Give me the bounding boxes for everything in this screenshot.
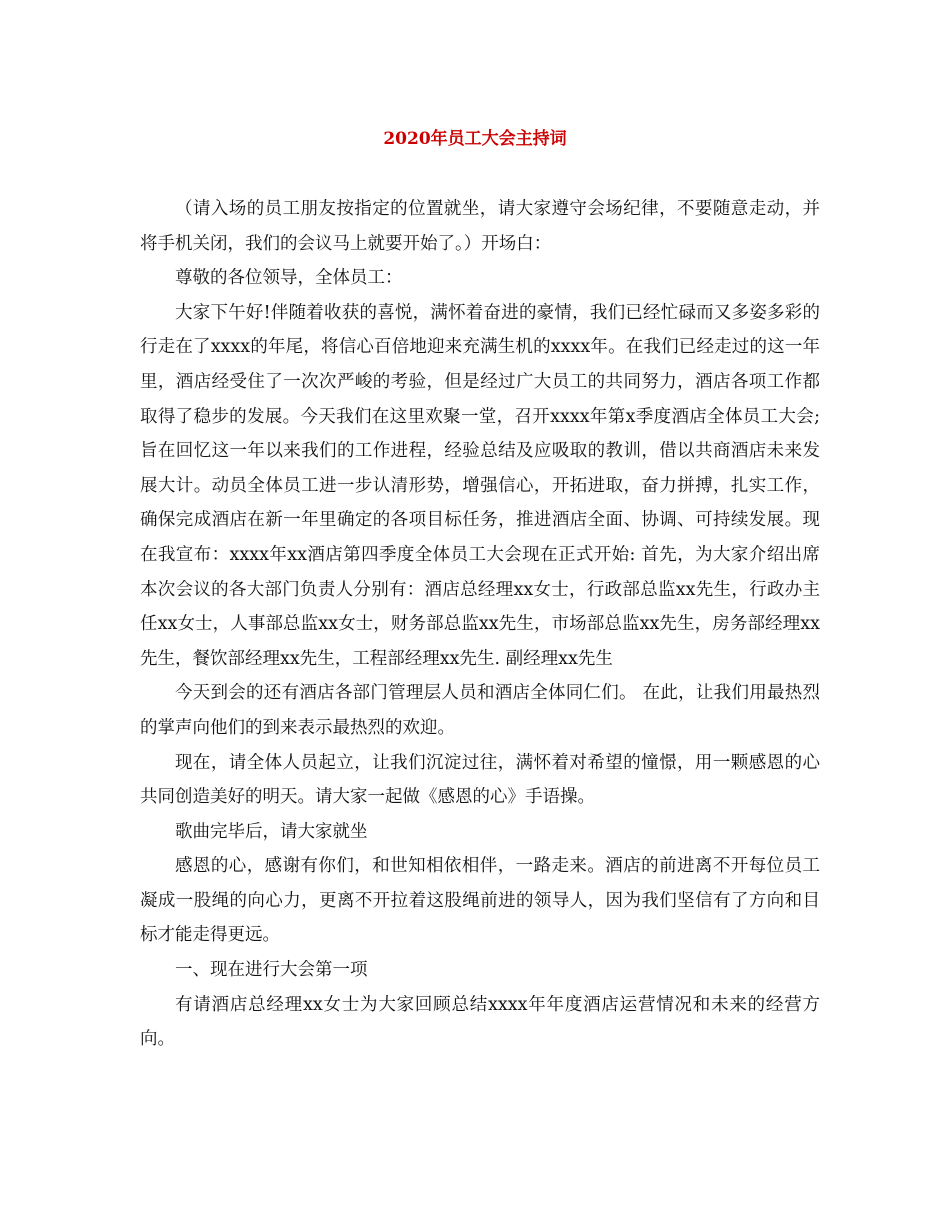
paragraph-intro-notice: （请入场的员工朋友按指定的位置就坐，请大家遵守会场纪律，不要随意走动，并将手机关闭，我们的会议马上就要开始了。）开场白： bbox=[140, 199, 820, 254]
paragraph-welcome: 今天到会的还有酒店各部门管理层人员和酒店全体同仁们。 在此，让我们用最热烈的掌声向他们的到来表示最热烈的欢迎。 bbox=[140, 683, 820, 738]
document-title: 2020年员工大会主持词 bbox=[383, 129, 567, 149]
document-body bbox=[140, 192, 820, 1057]
paragraph-stand-up: 现在，请全体人员起立，让我们沉淀过往，满怀着对希望的憧憬，用一颗感恩的心共同创造美好的明天。请大家一起做《感恩的心》手语操。 bbox=[140, 752, 820, 808]
paragraph-opening-speech: 大家下午好!伴随着收获的喜悦，满怀着奋进的豪情，我们已经忙碌而又多姿多彩的行走在了xxxx的年尾，将信心百倍地迎来充满生机的xxxx年。在我们已经走过的这一年里，酒店经受住了一次次严峻的考验，但是经过广大员工的共同努力，酒店各项工作都取得了稳步的发展。今天我们在这里欢聚一堂，召开xxxx年第x季度酒店全体员工大会;旨在回忆这一年以来我们的工作进程，经验总结及应吸取的教训，借以共商酒店未来发展大计。动员全体员工进一步认清形势，增强信心，开拓进取，奋力拼搏，扎实工作，确保完成酒店在新一年里确定的各项目标任务，推进酒店全面、协调、可持续发展。现在我宣布：xxxx年xx酒店第四季度全体员工大会现在正式开始: 首先，为大家介绍出席本次会议的各大部门负责人分别有：酒店总经理xx女士，行政部总监xx先生，行政办主任xx女士，人事部总监xx女士，财务部总监xx先生，市场部总监xx先生，房务部经理xx先生，餐饮部经理xx先生，工程部经理xx先生. 副经理xx先生 bbox=[140, 302, 820, 669]
paragraph-salutation: 尊敬的各位领导，全体员工： bbox=[175, 268, 403, 289]
paragraph-be-seated: 歌曲完毕后，请大家就坐 bbox=[175, 821, 368, 842]
paragraph-gm-review: 有请酒店总经理xx女士为大家回顾总结xxxx年年度酒店运营情况和未来的经营方向。 bbox=[140, 994, 820, 1050]
paragraph-gratitude: 感恩的心，感谢有你们，和世知相依相伴，一路走来。酒店的前进离不开每位员工凝成一股绳的向心力，更离不开拉着这股绳前进的领导人，因为我们坚信有了方向和目标才能走得更远。 bbox=[140, 856, 820, 946]
paragraph-agenda-item-1: 一、现在进行大会第一项 bbox=[175, 960, 368, 981]
